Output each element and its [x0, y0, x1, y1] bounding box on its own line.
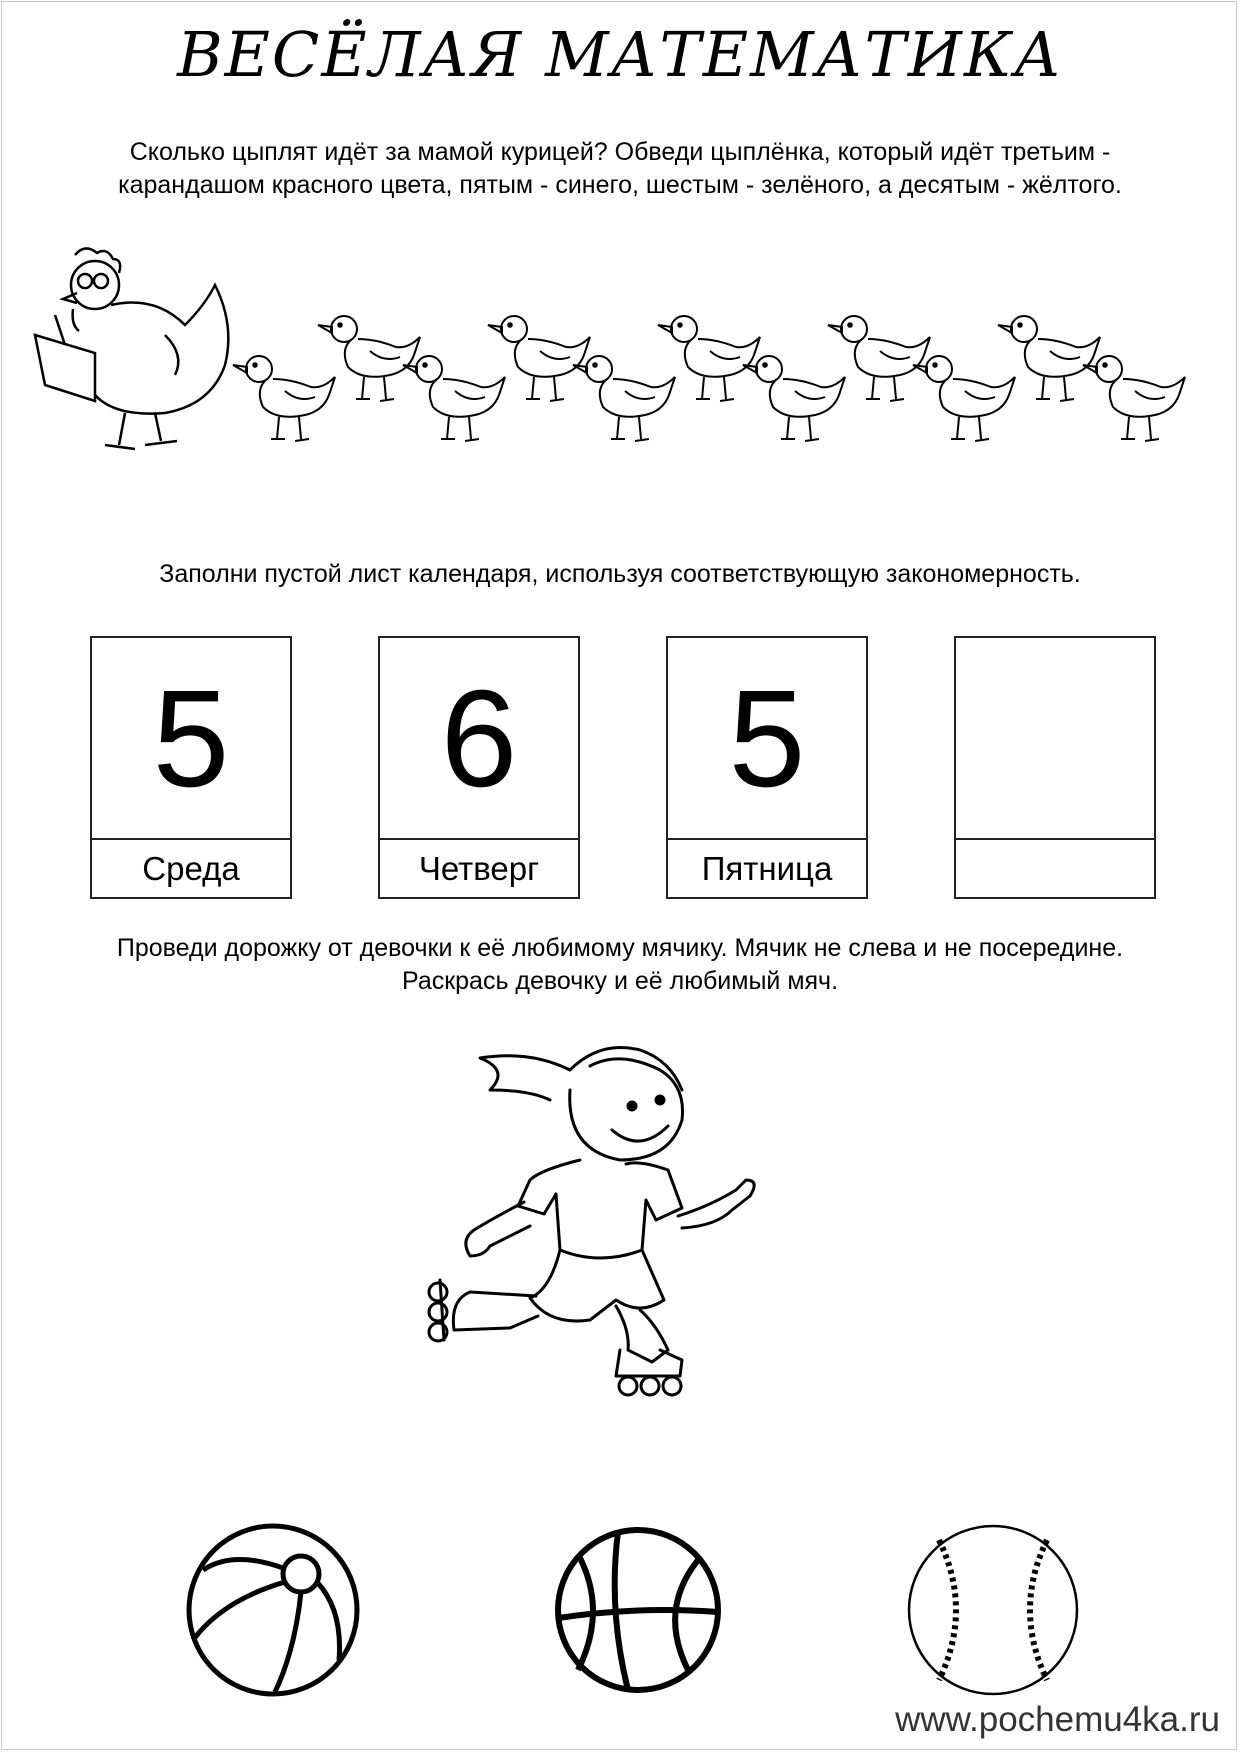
- baseball-icon: [903, 1520, 1083, 1700]
- calendar-day: [956, 838, 1154, 897]
- calendar-number: 5: [152, 662, 230, 816]
- basketball-icon: [548, 1520, 728, 1700]
- calendar-day: Среда: [92, 838, 290, 897]
- task1-text: Сколько цыплят идёт за мамой курицей? Обведи цыплёнка, который идёт третьим - карандашом красного цвета, пятым - синего, шестым - зелёного, а десятым - жёлтого.: [118, 138, 1122, 199]
- calendar-card-empty: [954, 636, 1156, 899]
- calendar-card: [378, 636, 580, 899]
- hen-icon: [35, 248, 228, 449]
- calendar-day: Пятница: [668, 838, 866, 897]
- task3-text: Проведи дорожку от девочки к её любимому мячику. Мячик не слева и не посередине. Раскрась девочку и её любимый мяч.: [116, 934, 1124, 995]
- girl-on-roller-skates-icon: [420, 1030, 840, 1450]
- calendar-card: [90, 636, 292, 899]
- page-title: ВЕСЁЛАЯ МАТЕМАТИКА: [177, 18, 1063, 91]
- calendar-day: Четверг: [380, 838, 578, 897]
- beach-ball-icon: [183, 1520, 363, 1700]
- website-url: www.pochemu4ka.ru: [895, 1700, 1220, 1739]
- task2-text: Заполни пустой лист календаря, используя соответствующую закономерность.: [159, 560, 1081, 588]
- calendar-number: 6: [440, 662, 518, 816]
- hen-and-chicks-illustration: [15, 245, 1225, 505]
- calendar-card: [666, 636, 868, 899]
- calendar-number: 5: [728, 662, 806, 816]
- calendar-number: [956, 638, 1154, 840]
